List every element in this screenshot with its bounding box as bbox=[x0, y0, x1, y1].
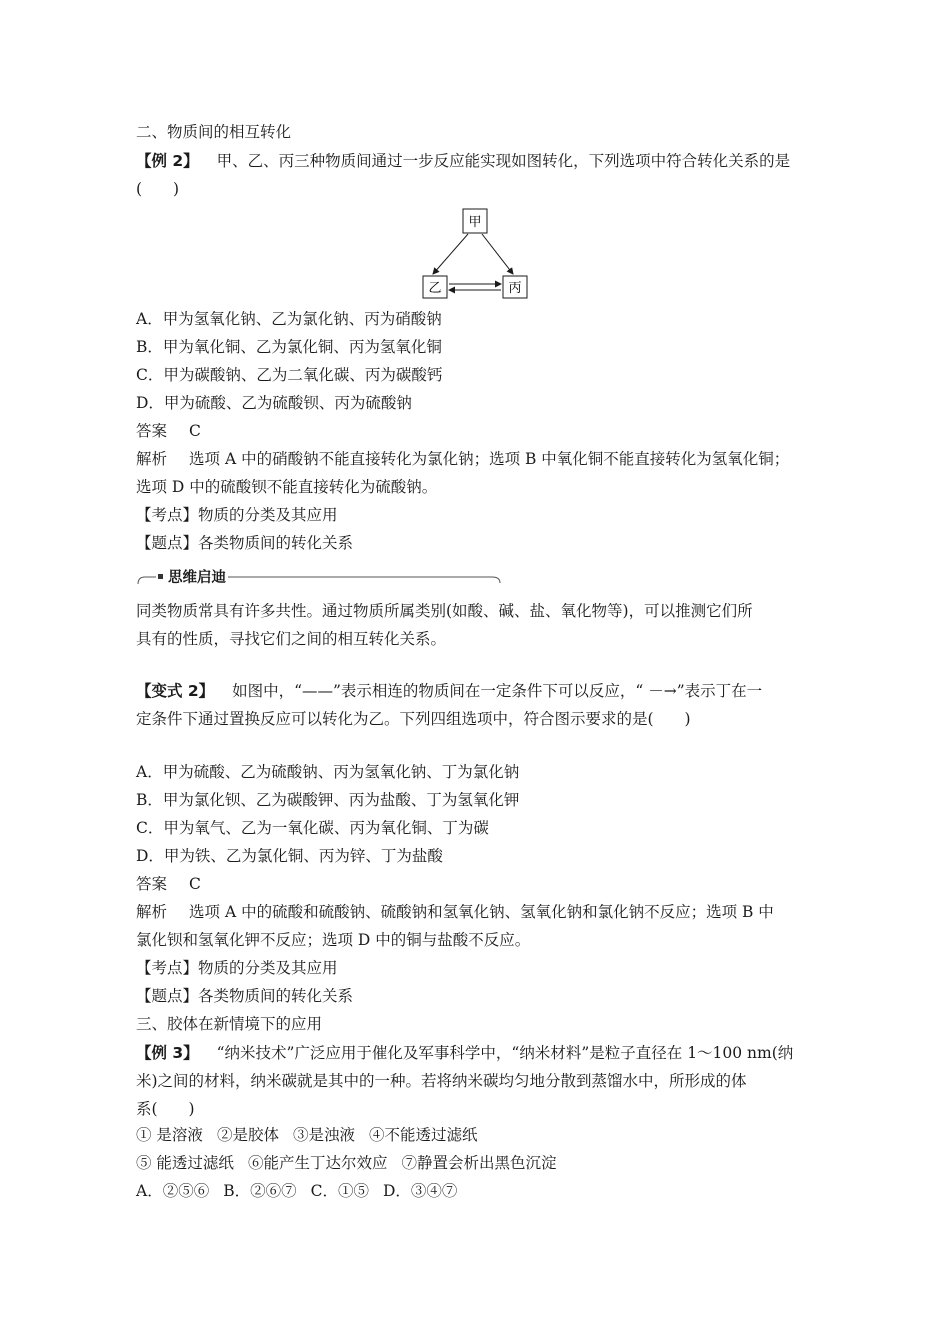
statement-item: ④不能透过滤纸 bbox=[368, 1126, 478, 1144]
analysis-line-2: 选项 D 中的硫酸钡不能直接转化为硫酸钠。 bbox=[136, 478, 438, 496]
tidian: 【题点】各类物质间的转化关系 bbox=[136, 987, 354, 1005]
variant-2-question bbox=[136, 681, 762, 701]
kaodian: 【考点】物质的分类及其应用 bbox=[136, 506, 338, 524]
option-b: B．甲为氧化铜、乙为氯化铜、丙为氢氧化铜 bbox=[136, 338, 442, 356]
option-a: A．甲为硫酸、乙为硫酸钠、丙为氢氧化钠、丁为氯化钠 bbox=[136, 763, 520, 781]
thinking-title: 思维启迪 bbox=[168, 570, 226, 586]
question-text: 甲、乙、丙三种物质间通过一步反应能实现如图转化，下列选项中符合转化关系的是 bbox=[216, 152, 791, 170]
choice-b: B．②⑥⑦ bbox=[223, 1182, 297, 1200]
label-yi: 乙 bbox=[428, 281, 442, 296]
thinking-line-2: 具有的性质，寻找它们之间的相互转化关系。 bbox=[136, 630, 447, 648]
arrow-jia-to-yi bbox=[433, 234, 468, 274]
statement-item: ① 是溶液 bbox=[136, 1126, 203, 1144]
kaodian: 【考点】物质的分类及其应用 bbox=[136, 959, 338, 977]
analysis-text: 选项 A 中的硫酸和硫酸钠、硫酸钠和氢氧化钠、氢氧化钠和氯化钠不反应；选项 B 中 bbox=[189, 903, 774, 921]
analysis-line-1 bbox=[136, 902, 774, 922]
statement-item: ⑤ 能透过滤纸 bbox=[136, 1154, 234, 1172]
question-line-2: 米)之间的材料，纳米碳就是其中的一种。若将纳米碳均匀地分散到蒸馏水中，所形成的体 bbox=[136, 1072, 747, 1090]
analysis-label: 解析 bbox=[136, 450, 168, 468]
label-jia: 甲 bbox=[468, 215, 482, 230]
example-tag: 【例 2】 bbox=[136, 152, 199, 170]
section-heading: 三、胶体在新情境下的应用 bbox=[136, 1015, 323, 1033]
arrow-jia-to-bing bbox=[482, 234, 513, 274]
answer-label: 答案 bbox=[136, 875, 168, 893]
statement-item: ③是浊液 bbox=[292, 1126, 355, 1144]
label-bing: 丙 bbox=[508, 281, 522, 296]
conversion-diagram bbox=[420, 207, 532, 302]
variant-2-question-2: 定条件下通过置换反应可以转化为乙。下列四组选项中，符合图示要求的是( ) bbox=[136, 710, 691, 728]
analysis-text: 选项 A 中的硝酸钠不能直接转化为氯化钠；选项 B 中氧化铜不能直接转化为氢氧化铜； bbox=[189, 450, 790, 468]
option-a: A．甲为氢氧化钠、乙为氯化钠、丙为硝酸钠 bbox=[136, 310, 442, 328]
analysis-label: 解析 bbox=[136, 903, 168, 921]
choice-a: A．②⑤⑥ bbox=[136, 1182, 210, 1200]
tidian: 【题点】各类物质间的转化关系 bbox=[136, 534, 354, 552]
answer-value: C bbox=[189, 422, 201, 440]
example-2-question bbox=[136, 151, 790, 171]
example-tag: 【例 3】 bbox=[136, 1044, 199, 1062]
question-line-3: 系( ) bbox=[136, 1100, 195, 1118]
option-b: B．甲为氯化钡、乙为碳酸钾、丙为盐酸、丁为氢氧化钾 bbox=[136, 791, 520, 809]
answer-label: 答案 bbox=[136, 422, 168, 440]
option-c: C．甲为碳酸钠、乙为二氧化碳、丙为碳酸钙 bbox=[136, 366, 443, 384]
choices-row bbox=[136, 1181, 457, 1201]
example-3-question bbox=[136, 1043, 793, 1063]
thinking-line-1: 同类物质常具有许多共性。通过物质所属类别(如酸、碱、盐、氧化物等)，可以推测它们所 bbox=[136, 602, 753, 620]
option-d: D．甲为硫酸、乙为硫酸钡、丙为硫酸钠 bbox=[136, 394, 412, 412]
answer-value: C bbox=[189, 875, 201, 893]
statement-row-2 bbox=[136, 1153, 556, 1173]
statement-item: ②是胶体 bbox=[216, 1126, 279, 1144]
statement-item: ⑥能产生丁达尔效应 bbox=[247, 1154, 388, 1172]
question-blank: ( ) bbox=[136, 180, 180, 198]
option-c: C．甲为氧气、乙为一氧化碳、丙为氧化铜、丁为碳 bbox=[136, 819, 489, 837]
question-text: 如图中，“——”表示相连的物质间在一定条件下可以反应，“ －→”表示丁在一 bbox=[232, 682, 763, 700]
statement-row-1 bbox=[136, 1125, 477, 1145]
section-heading: 二、物质间的相互转化 bbox=[136, 123, 292, 141]
option-d: D．甲为铁、乙为氯化铜、丙为锌、丁为盐酸 bbox=[136, 847, 443, 865]
thinking-header bbox=[136, 570, 502, 590]
choice-c: C．①⑤ bbox=[310, 1182, 369, 1200]
variant-tag: 【变式 2】 bbox=[136, 682, 215, 700]
answer-line bbox=[136, 874, 201, 894]
answer-line bbox=[136, 421, 201, 441]
choice-d: D．③④⑦ bbox=[382, 1182, 458, 1200]
analysis-line-2: 氯化钡和氢氧化钾不反应；选项 D 中的铜与盐酸不反应。 bbox=[136, 931, 531, 949]
statement-item: ⑦静置会析出黑色沉淀 bbox=[401, 1154, 557, 1172]
analysis-line-1 bbox=[136, 449, 789, 469]
question-text: “纳米技术”广泛应用于催化及军事科学中，“纳米材料”是粒子直径在 1～100 nm(纳 bbox=[216, 1044, 794, 1062]
